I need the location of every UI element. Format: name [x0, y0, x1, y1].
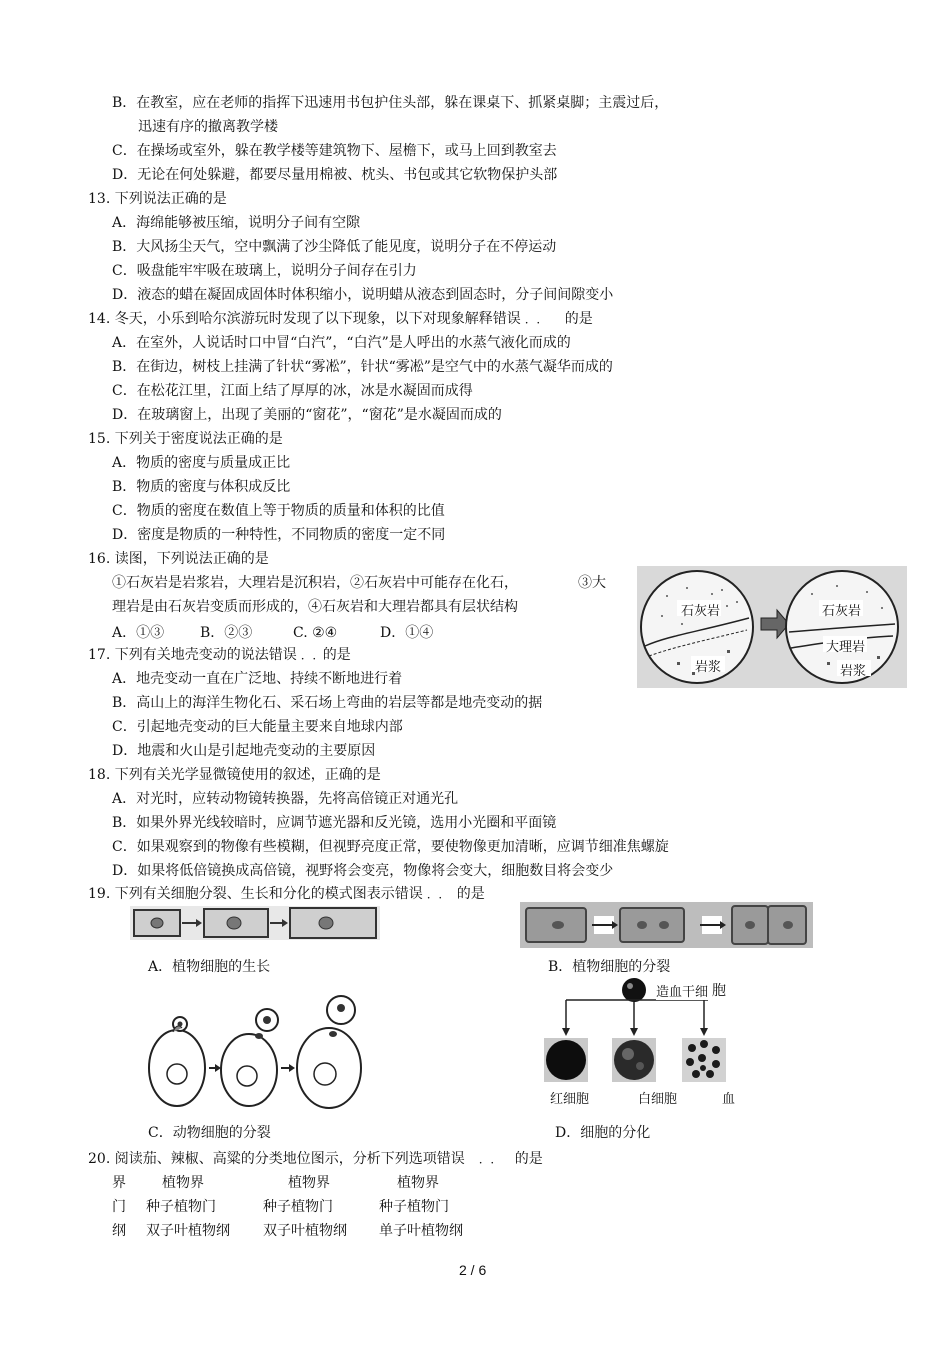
fig-left-magma-label: 岩浆 [695, 660, 722, 675]
q19-stem [88, 885, 485, 903]
table-cell: 双子叶植物纲 [146, 1223, 230, 1239]
q20-stem-end: 的是 [514, 1151, 543, 1167]
plant-division-svg [520, 902, 813, 948]
red-blood-cell-label: 红细胞 [550, 1092, 590, 1107]
q17-stem [88, 646, 351, 664]
q15-option-a: A．物质的密度与质量成正比 [112, 455, 291, 471]
q18-stem: 18. 下列有关光学显微镜使用的叙述，正确的是 [88, 767, 381, 783]
q16-option-a: A．①③ [112, 625, 165, 641]
blood-label: 血 [722, 1092, 736, 1107]
page-number: 2 / 6 [459, 1262, 487, 1278]
table-row-phylum-rank: 门 [112, 1199, 126, 1215]
q17-option-c: C．引起地壳变动的巨大能量主要来自地球内部 [112, 719, 403, 735]
q18-option-c: C．如果观察到的物像有些模糊，但视野亮度正常，要使物像更加清晰，应调节细准焦螺旋 [112, 839, 669, 855]
plant-growth-svg [130, 906, 380, 940]
white-blood-cell-label: 白细胞 [638, 1092, 678, 1107]
figure-c-caption: C．动物细胞的分裂 [148, 1125, 271, 1141]
q16-line2: 理岩是由石灰岩变质而形成的，④石灰岩和大理岩都具有层状结构 [112, 599, 518, 615]
figure-d-caption: D．细胞的分化 [555, 1125, 651, 1141]
q16-option-b: B．②③ [200, 625, 253, 641]
q14-option-c: C．在松花江里，江面上结了厚厚的冰，冰是水凝固而成得 [112, 383, 473, 399]
q16-stem: 16. 读图，下列说法正确的是 [88, 551, 269, 567]
q16-line1-end: ③大 [578, 575, 606, 591]
q20-stem [88, 1150, 543, 1168]
figure-a-caption: A．植物细胞的生长 [148, 959, 271, 975]
q17-stem-end: 的是 [322, 647, 351, 663]
table-cell: 植物界 [288, 1175, 330, 1191]
q17-option-b: B．高山上的海洋生物化石、采石场上弯曲的岩层等都是地壳变动的据 [112, 695, 543, 711]
table-row-class-rank: 纲 [112, 1223, 126, 1239]
emphasis-dots [475, 1150, 501, 1168]
q17-option-d: D．地震和火山是引起地壳变动的主要原因 [112, 743, 376, 759]
q14-stem-end: 的是 [564, 311, 593, 327]
q14-option-d: D．在玻璃窗上，出现了美丽的“窗花”，“窗花”是水凝固而成的 [112, 407, 502, 423]
q14-stem-text: 14. 冬天，小乐到哈尔滨游玩时发现了以下现象，以下对现象解释错误 [88, 311, 521, 327]
emphasis-dots [297, 646, 323, 664]
q17-option-a: A．地壳变动一直在广泛地、持续不断地进行着 [112, 671, 403, 687]
rock-figure-svg [637, 566, 907, 688]
q15-stem: 15. 下列关于密度说法正确的是 [88, 431, 283, 447]
table-cell: 单子叶植物纲 [379, 1223, 463, 1239]
q15-option-b: B．物质的密度与体积成反比 [112, 479, 291, 495]
table-cell: 植物界 [162, 1175, 204, 1191]
stem-cell-label-end: 胞 [712, 983, 726, 999]
q16-option-d: D．①④ [380, 625, 434, 641]
emphasis-dots [423, 885, 449, 903]
q20-stem-text: 20. 阅读茄、辣椒、高粱的分类地位图示，分析下列选项错误 [88, 1151, 465, 1167]
q14-option-a: A．在室外，人说话时口中冒“白汽”，“白汽”是人呼出的水蒸气液化而成的 [112, 335, 571, 351]
q12-option-d: D．无论在何处躲避，都要尽量用棉被、枕头、书包或其它软物保护头部 [112, 167, 558, 183]
q16-option-c: C. ②④ [293, 625, 338, 641]
q15-option-d: D．密度是物质的一种特性，不同物质的密度一定不同 [112, 527, 446, 543]
table-cell: 种子植物门 [379, 1199, 449, 1215]
q19-stem-end: 的是 [456, 886, 485, 902]
q16-line1 [112, 574, 606, 592]
rock-transformation-figure [637, 566, 907, 688]
fig-left-limestone-label: 石灰岩 [681, 604, 721, 619]
fig-right-limestone-label: 石灰岩 [822, 604, 862, 619]
q17-stem-text: 17. 下列有关地壳变动的说法错误 [88, 647, 297, 663]
table-cell: 双子叶植物纲 [263, 1223, 347, 1239]
table-row-kingdom-rank: 界 [112, 1175, 126, 1191]
q12-option-b-line1: B．在教室，应在老师的指挥下迅速用书包护住头部，躲在课桌下、抓紧桌脚；主震过后， [112, 95, 669, 111]
table-cell: 种子植物门 [146, 1199, 216, 1215]
table-cell: 植物界 [397, 1175, 439, 1191]
q19-stem-text: 19. 下列有关细胞分裂、生长和分化的模式图表示错误 [88, 886, 423, 902]
cell-differentiation-figure [540, 972, 750, 1112]
q16-line1-text: ①石灰岩是岩浆岩，大理岩是沉积岩，②石灰岩中可能存在化石， [112, 575, 518, 591]
q13-stem: 13. 下列说法正确的是 [88, 191, 227, 207]
q13-option-a: A．海绵能够被压缩，说明分子间有空隙 [112, 215, 361, 231]
animal-division-svg [145, 990, 370, 1110]
q14-stem [88, 310, 593, 328]
q18-option-b: B．如果外界光线较暗时，应调节遮光器和反光镜，选用小光圈和平面镜 [112, 815, 557, 831]
plant-cell-growth-figure [130, 906, 380, 940]
q12-option-c: C．在操场或室外，躲在教学楼等建筑物下、屋檐下，或马上回到教室去 [112, 143, 557, 159]
q12-option-b-line2: 迅速有序的撤离教学楼 [138, 119, 278, 135]
fig-right-marble-label: 大理岩 [826, 640, 866, 655]
q13-option-b: B．大风扬尘天气，空中飘满了沙尘降低了能见度，说明分子在不停运动 [112, 239, 557, 255]
q18-option-a: A．对光时，应转动物镜转换器，先将高倍镜正对通光孔 [112, 791, 459, 807]
emphasis-dots [521, 310, 547, 328]
q14-option-b: B．在街边，树枝上挂满了针状“雾凇”，针状“雾凇”是空气中的水蒸气凝华而成的 [112, 359, 613, 375]
q15-option-c: C．物质的密度在数值上等于物质的质量和体积的比值 [112, 503, 445, 519]
fig-right-magma-label: 岩浆 [840, 664, 867, 679]
stem-cell-label: 造血干细 [656, 981, 708, 1000]
q18-option-d: D．如果将低倍镜换成高倍镜，视野将会变亮，物像将会变大，细胞数目将会变少 [112, 863, 614, 879]
plant-cell-division-figure [520, 902, 813, 948]
animal-cell-division-figure [145, 990, 370, 1110]
q13-option-c: C．吸盘能牢牢吸在玻璃上，说明分子间存在引力 [112, 263, 417, 279]
q13-option-d: D．液态的蜡在凝固成固体时体积缩小，说明蜡从液态到固态时，分子间间隙变小 [112, 287, 614, 303]
figure-b-caption: B．植物细胞的分裂 [548, 959, 671, 975]
table-cell: 种子植物门 [263, 1199, 333, 1215]
